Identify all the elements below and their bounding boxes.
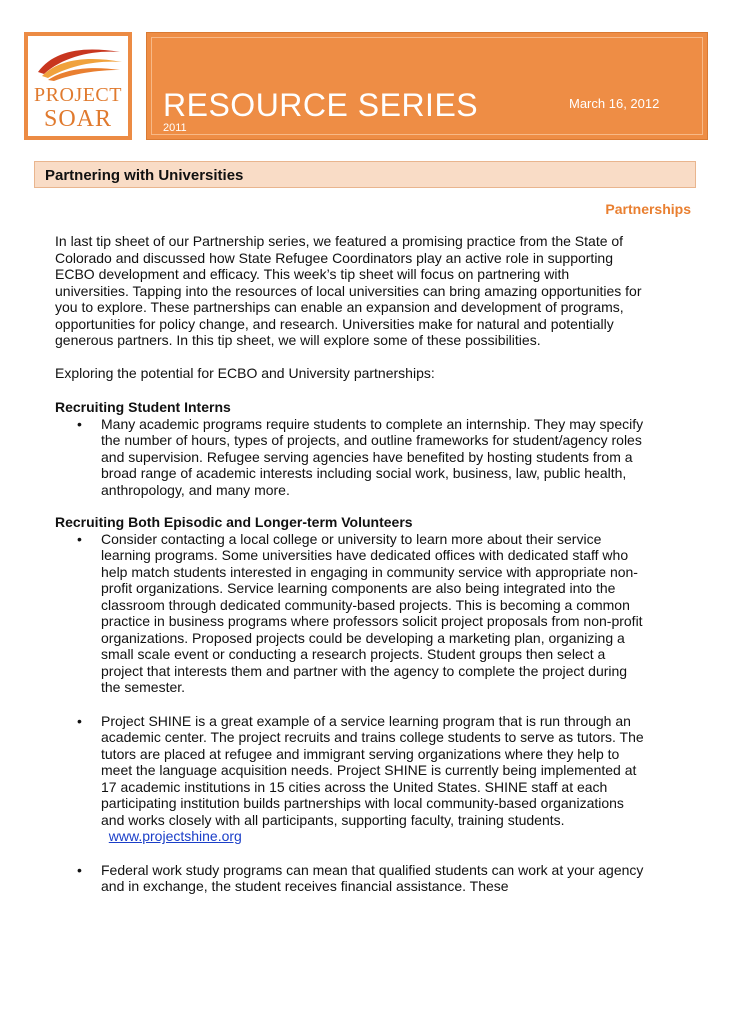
- spacer: [55, 696, 645, 713]
- logo-inner: [28, 36, 128, 136]
- section-title-bar: [34, 161, 696, 188]
- list-item-text: Many academic programs require students to complete an internship. They may specify the number of hours, types of projects, and outline frameworks for student/agency roles and supervision. Refugee serving agencies have benefited by hosting students from a broad range of academic interests including social work, business, law, public health, anthropology, and many more.: [101, 415, 644, 498]
- bullet-list-volunteers: [55, 531, 645, 895]
- intro-paragraph: In last tip sheet of our Partnership series, we featured a promising practice from the State of Colorado and discussed how State Refugee Coordinators play an active role in supporting ECBO development and efficacy. This week’s tip sheet will focus on partnering with universities. Tapping into the resources of local universities can bring amazing opportunities for you to explore. These partnerships can enable an expansion and development of programs, opportunities for policy change, and research. Universities make for natural and potentially generous partners. In this tip sheet, we will explore some of these possibilities.: [55, 233, 642, 348]
- category-label: Partnerships: [605, 201, 691, 217]
- header-date: March 16, 2012: [569, 96, 660, 111]
- spacer: [55, 845, 645, 862]
- subheading-student-interns: Recruiting Student Interns: [55, 399, 231, 415]
- swoosh-icon: [34, 42, 124, 82]
- list-item: [55, 531, 645, 696]
- header-title: RESOURCE SERIES: [163, 87, 479, 123]
- logo-text-soar: SOAR: [43, 106, 113, 132]
- bullet-list-interns: [55, 416, 645, 499]
- project-soar-logo: [24, 32, 132, 140]
- logo-text-project: PROJECT: [34, 84, 122, 106]
- header-year: 2011: [163, 122, 187, 134]
- spacer: [55, 498, 645, 514]
- list-item-text: Federal work study programs can mean that qualified students can work at your agency and in exchange, the student receives financial assistance. These: [101, 861, 644, 894]
- list-item: [55, 862, 645, 895]
- exploring-paragraph: Exploring the potential for ECBO and University partnerships:: [55, 364, 435, 381]
- bullet-icon: •: [77, 712, 82, 729]
- list-item-text: Consider contacting a local college or university to learn more about their service learning programs. Some universities have dedicated offices with dedicated staff who help match students interested in engaging in community service with appropriate non-profit organizations. Service learning components are also being integrated into the classroom through dedicated community-based projects. This is becoming a common practice in business programs where professors solicit project proposals from non-profit organizations. Proposed projects could be developing a marketing plan, organizing a small scale event or conducting a research projects. Student groups then select a project that interests them and partner with the agency to complete the project during the semester.: [101, 530, 643, 695]
- header-banner: [146, 32, 708, 140]
- bullet-icon: •: [77, 861, 82, 878]
- subheading-volunteers: Recruiting Both Episodic and Longer-term Volunteers: [55, 514, 413, 530]
- document-body: [55, 233, 645, 895]
- bullet-icon: •: [77, 530, 82, 547]
- project-shine-link[interactable]: www.projectshine.org: [108, 828, 242, 844]
- list-item-text: Project SHINE is a great example of a service learning program that is run through an academic center. The project recruits and trains college students to serve as tutors. The tutors are placed at refugee and immigrant serving organizations where they help to meet the language acquisition needs. Project SHINE is currently being implemented at 17 academic institutions in 15 cities across the United States. SHINE staff at each participating institution builds partnerships with local community-based organizations and works closely with all participants, supporting faculty, training students.: [101, 712, 644, 828]
- list-item: [55, 713, 645, 845]
- list-item: [55, 416, 645, 499]
- bullet-icon: •: [77, 415, 82, 432]
- section-title: Partnering with Universities: [45, 167, 244, 184]
